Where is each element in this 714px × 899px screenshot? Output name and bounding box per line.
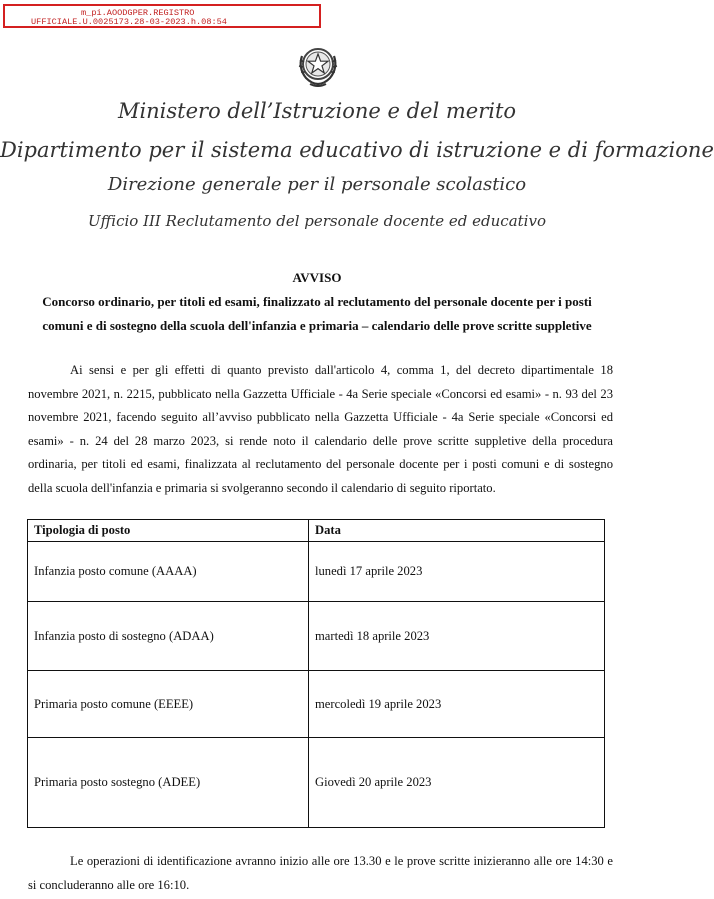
notice-title: AVVISO bbox=[292, 270, 342, 285]
table-row bbox=[28, 542, 605, 602]
table-row bbox=[28, 602, 605, 671]
date-cell: Giovedì 20 aprile 2023 bbox=[309, 738, 605, 828]
italian-republic-emblem-icon bbox=[294, 42, 342, 90]
post-type-cell: Primaria posto comune (EEEE) bbox=[28, 671, 309, 738]
table-row bbox=[28, 671, 605, 738]
table-row bbox=[28, 738, 605, 828]
post-type-cell: Primaria posto sostegno (ADEE) bbox=[28, 738, 309, 828]
post-type-cell: Infanzia posto di sostegno (ADAA) bbox=[28, 602, 309, 671]
exam-schedule-table bbox=[27, 519, 605, 828]
notice-subtitle: Concorso ordinario, per titoli ed esami, finalizzato al reclutamento del personale docente per i posti comuni e di sostegno della scuola dell'infanzia e primaria – calendario delle prove scritte suppletive bbox=[42, 294, 592, 333]
closing-paragraph: Le operazioni di identificazione avranno inizio alle ore 13.30 e le prove scritte inizieranno alle ore 14:30 e si concluderanno alle ore 16:10. bbox=[28, 854, 613, 892]
post-type-cell: Infanzia posto comune (AAAA) bbox=[28, 542, 309, 602]
column-header-post-type: Tipologia di posto bbox=[28, 520, 309, 542]
protocol-stamp-line2: UFFICIALE.U.0025173.28-03-2023.h.08:54 bbox=[31, 17, 227, 27]
date-cell: martedì 18 aprile 2023 bbox=[309, 602, 605, 671]
protocol-stamp-line1: m_pi.AOODGPER.REGISTRO bbox=[81, 8, 195, 18]
office-name: Ufficio III Reclutamento del personale docente ed educativo bbox=[88, 212, 546, 230]
date-cell: mercoledì 19 aprile 2023 bbox=[309, 671, 605, 738]
directorate-name: Direzione generale per il personale scolastico bbox=[107, 174, 527, 195]
department-name: Dipartimento per il sistema educativo di istruzione e di formazione bbox=[0, 138, 714, 162]
ministry-name: Ministero dell’Istruzione e del merito bbox=[117, 99, 517, 123]
column-header-date: Data bbox=[309, 520, 605, 542]
protocol-stamp bbox=[3, 4, 321, 28]
date-cell: lunedì 17 aprile 2023 bbox=[309, 542, 605, 602]
notice-body: Ai sensi e per gli effetti di quanto previsto dall'articolo 4, comma 1, del decreto dipartimentale 18 novembre 2021, n. 2215, pubblicato nella Gazzetta Ufficiale - 4a Serie speciale «Concorsi ed esami» - n. 93 del 23 novembre 2021, facendo seguito all’avviso pubblicato nella Gazzetta Ufficiale - 4a Serie speciale «Concorsi ed esami» - n. 24 del 28 marzo 2023, si rende noto il calendario delle prove scritte suppletive della procedura ordinaria, per titoli ed esami, finalizzata al reclutamento del personale docente per i posti comuni e di sostegno della scuola dell'infanzia e primaria si svolgeranno secondo il calendario di seguito riportato. bbox=[28, 363, 613, 495]
table-header-row bbox=[28, 520, 605, 542]
